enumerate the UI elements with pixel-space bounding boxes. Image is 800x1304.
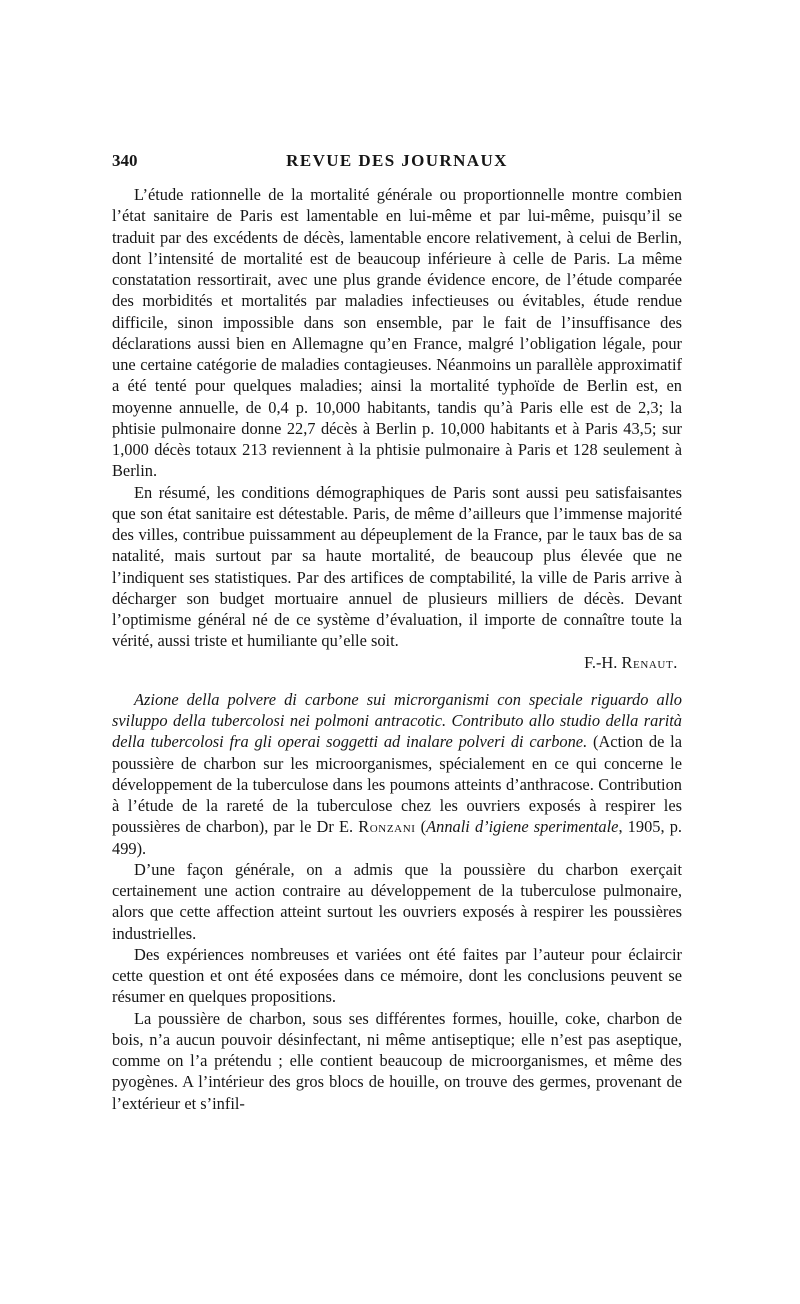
- article-title-translation: (Action de la poussière de charbon sur les microorganismes, spécialement en ce qui concerne le développement de la tuberculose dans les poumons atteints d’anthracose. Contribution à l’étude de la rareté de la tuberculose chez les ouvriers exposés à respirer les poussières de charbon), par le: [112, 732, 682, 837]
- book-page: [112, 150, 682, 1114]
- paragraph: D’une façon générale, on a admis que la poussière du charbon exerçait certainement une action contraire au développement de la tuberculose pulmonaire, alors que cette affection atteint surtout les ouvriers exposés à respirer les poussières industrielles.: [112, 859, 682, 943]
- running-head: REVUE DES JOURNAUX: [286, 151, 508, 170]
- article-heading: Azione della polvere di carbone sui microrganismi con speciale riguardo allo sviluppo della tubercolosi nei polmoni antracotic. Contributo allo studio della rarità della tubercolosi fra gli operai soggetti ad inalare polveri di carbone. (Action de la poussière de charbon sur les microorganismes, spécialement en ce qui concerne le développement de la tuberculose dans les poumons atteints d’anthracose. Contribution à l’étude de la rareté de la tuberculose chez les ouvriers exposés à respirer les poussières de charbon), par le Dr E. Ronzani (Annali d’igiene sperimentale, 1905, p. 499).: [112, 689, 682, 858]
- author-signature: [112, 652, 682, 673]
- section-gap: [112, 673, 682, 689]
- article-title-italic: Azione della polvere di carbone sui microrganismi con speciale riguardo allo sviluppo della tubercolosi nei polmoni antracotic. Contributo allo studio della rarità della tubercolosi fra gli operai soggetti ad inalare polveri di carbone.: [112, 689, 682, 752]
- article-ronzani: [112, 689, 682, 1114]
- paragraph: Des expériences nombreuses et variées ont été faites par l’auteur pour éclaircir cette question et ont été exposées dans ce mémoire, dont les conclusions peuvent se résumer en quelques propositions.: [112, 944, 682, 1007]
- signature-initials: F.-H.: [584, 652, 618, 672]
- citation: , 1905, p. 499).: [112, 817, 682, 858]
- page-number: 340: [112, 151, 138, 170]
- paragraph: En résumé, les conditions démographiques de Paris sont aussi peu satisfaisantes que son état sanitaire est détestable. Paris, de même d’ailleurs que l’immense majorité des villes, contribue puissamment au dépeuplement de la France, par le taux bas de sa natalité, mais surtout par sa haute mortalité, de beaucoup plus élevée que ne l’indiquent ses statistiques. Par des artifices de comptabilité, la ville de Paris arrive à décharger son budget mortuaire annuel de plusieurs milliers de décès. Devant l’optimisme général né de ce système d’évaluation, il importe de connaître toute la vérité, aussi triste et humiliante qu’elle soit.: [112, 482, 682, 651]
- article-renaut: [112, 184, 682, 673]
- signature-surname: Renaut.: [621, 652, 678, 672]
- paragraph: L’étude rationnelle de la mortalité générale ou proportionnelle montre combien l’état sanitaire de Paris est lamentable en lui-même et par lui-même, puisqu’il se traduit par des excédents de décès, lamentable encore relativement, à celui de Berlin, dont l’intensité de mortalité est de beaucoup inférieure à celle de Paris. La même constatation ressortirait, avec une plus grande évidence encore, de l’étude comparée des morbidités et mortalités par maladies infectieuses ou évitables, étude rendue difficile, sinon impossible dans son ensemble, par le fait de l’insuffisance des déclarations aussi bien en Allemagne qu’en France, malgré l’obligation légale, pour une certaine catégorie de maladies contagieuses. Néanmoins un parallèle approximatif a été tenté pour quelques maladies; ainsi la mortalité typhoïde de Berlin est, en moyenne annuelle, de 0,4 p. 10,000 habitants, tandis qu’à Paris elle est de 2,3; la phtisie pulmonaire donne 22,7 décès à Berlin p. 10,000 habitants et à Paris 43,5; sur 1,000 décès totaux 213 reviennent à la phtisie pulmonaire à Paris et 128 seulement à Berlin.: [112, 185, 682, 481]
- page-header: [112, 150, 682, 180]
- journal-name: Annali d’igiene sperimentale: [426, 817, 619, 837]
- paragraph: La poussière de charbon, sous ses différentes formes, houille, coke, charbon de bois, n’a aucun pouvoir désinfectant, ni même antiseptique; elle n’est pas aseptique, comme on l’a prétendu ; elle contient beaucoup de microorganismes, et même des pyogènes. A l’intérieur des gros blocs de houille, on trouve des germes, provenant de l’extérieur et s’infil-: [112, 1008, 682, 1113]
- author-name: Ronzani: [358, 817, 416, 837]
- author-prefix: Dr E.: [316, 817, 354, 837]
